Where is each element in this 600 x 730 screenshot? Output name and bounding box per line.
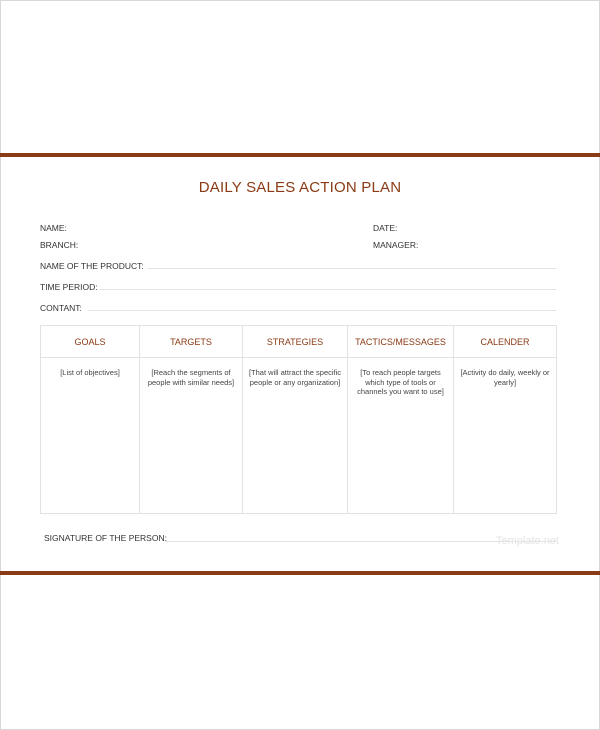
contant-line[interactable] xyxy=(88,310,556,311)
cell-tactics-messages[interactable]: [To reach people targets which type of tools or channels you want to use] xyxy=(348,358,454,514)
cell-calender[interactable]: [Activity do daily, weekly or yearly] xyxy=(454,358,557,514)
table-row xyxy=(41,358,557,514)
cell-goals[interactable]: [List of objectives] xyxy=(41,358,140,514)
contant-label: CONTANT: xyxy=(40,303,82,313)
header-calender: CALENDER xyxy=(454,326,557,358)
branch-label: BRANCH: xyxy=(40,240,79,250)
cell-targets[interactable]: [Reach the segments of people with similar needs] xyxy=(140,358,243,514)
header-targets: TARGETS xyxy=(140,326,243,358)
document-title: DAILY SALES ACTION PLAN xyxy=(198,179,402,196)
action-plan-table xyxy=(40,325,557,514)
header-strategies: STRATEGIES xyxy=(243,326,348,358)
time-period-label: TIME PERIOD: xyxy=(40,282,98,292)
product-line[interactable] xyxy=(148,268,556,269)
header-goals: GOALS xyxy=(41,326,140,358)
watermark: Template.net xyxy=(496,535,559,547)
header-tactics-messages: TACTICS/MESSAGES xyxy=(348,326,454,358)
bottom-band xyxy=(0,571,600,575)
date-label: DATE: xyxy=(373,223,398,233)
top-band xyxy=(0,153,600,157)
table-header-row xyxy=(41,326,557,358)
cell-strategies[interactable]: [That will attract the specific people or any organization] xyxy=(243,358,348,514)
manager-label: MANAGER: xyxy=(373,240,419,250)
time-period-line[interactable] xyxy=(100,289,556,290)
signature-label: SIGNATURE OF THE PERSON: xyxy=(44,533,167,543)
name-label: NAME: xyxy=(40,223,67,233)
product-label: NAME OF THE PRODUCT: xyxy=(40,261,144,271)
